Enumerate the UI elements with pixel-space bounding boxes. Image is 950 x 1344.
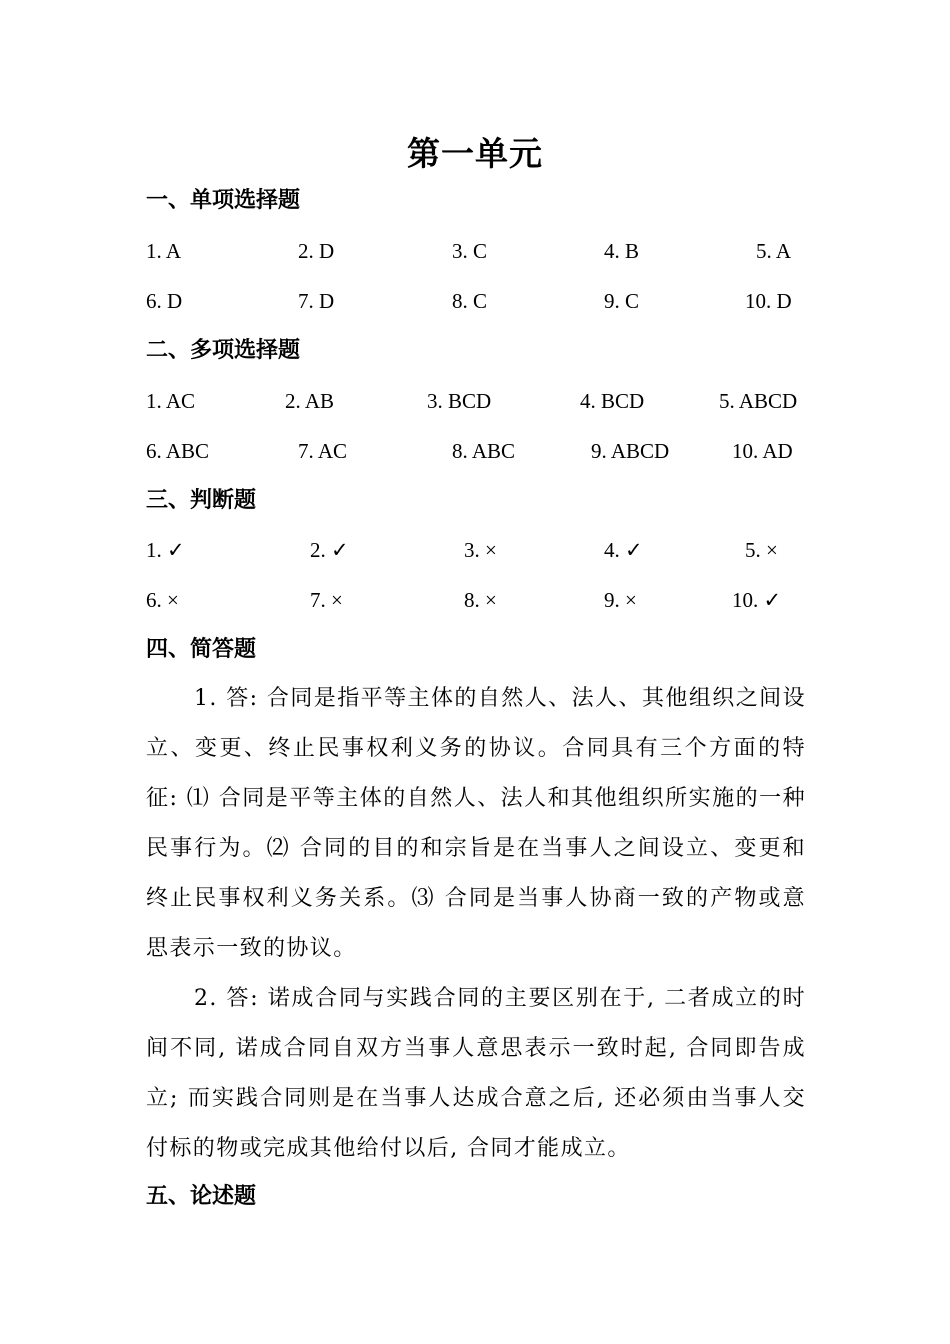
answer-row: [0, 535, 950, 565]
heading-essay: 五、论述题: [146, 1184, 257, 1209]
answer-item: 10. AD: [732, 439, 793, 463]
short-answer-body: [146, 674, 806, 1174]
answer-row: [0, 386, 950, 416]
answer-item: 4. ✓: [604, 538, 643, 562]
answer-item: 3. C: [452, 239, 488, 263]
answer-item: 1. A: [146, 239, 182, 263]
answer-item: 5. A: [756, 239, 792, 263]
heading-multi-choice: 二、多项选择题: [146, 338, 301, 363]
answer-item: 6. ×: [146, 588, 179, 612]
page-title: 第一单元: [407, 134, 543, 173]
answer-item: 3. BCD: [427, 389, 492, 413]
heading-short-answer: 四、简答题: [146, 637, 257, 662]
answer-item: 8. ×: [464, 588, 497, 612]
answer-row: [0, 585, 950, 615]
answer-item: 8. ABC: [452, 439, 516, 463]
heading-single-choice: 一、单项选择题: [146, 188, 301, 213]
answer-item: 1. ✓: [146, 538, 185, 562]
answer-item: 7. D: [298, 289, 335, 313]
answer-item: 2. AB: [285, 389, 335, 413]
answer-item: 2. D: [298, 239, 335, 263]
answer-item: 2. ✓: [310, 538, 349, 562]
answer-item: 5. ×: [745, 538, 778, 562]
answer-item: 1. AC: [146, 389, 196, 413]
answer-item: 7. ×: [310, 588, 343, 612]
answer-item: 9. ×: [604, 588, 637, 612]
answer-item: 5. ABCD: [719, 389, 798, 413]
answer-item: 9. ABCD: [591, 439, 670, 463]
answer-item: 8. C: [452, 289, 488, 313]
answer-item: 10. ✓: [732, 588, 782, 612]
answer-item: 7. AC: [298, 439, 348, 463]
answer-paragraph: 2. 答: 诺成合同与实践合同的主要区别在于, 二者成立的时间不同, 诺成合同自双方当事人意思表示一致时起, 合同即告成立; 而实践合同则是在当事人达成合意之后, 还必须由当事人交付标的物或完成其他给付以后, 合同才能成立。: [146, 986, 806, 1161]
answer-row: [0, 436, 950, 466]
answer-item: 6. ABC: [146, 439, 210, 463]
answer-row: [0, 236, 950, 266]
answer-paragraph: 1. 答: 合同是指平等主体的自然人、法人、其他组织之间设立、变更、终止民事权利义务的协议。合同具有三个方面的特征: ⑴ 合同是平等主体的自然人、法人和其他组织所实施的一种民事行为。⑵ 合同的目的和宗旨是在当事人之间设立、变更和终止民事权利义务关系。⑶ 合同是当事人协商一致的产物或意思表示一致的协议。: [146, 686, 806, 961]
answer-item: 4. B: [604, 239, 640, 263]
heading-judgment: 三、判断题: [146, 488, 257, 513]
answer-item: 9. C: [604, 289, 640, 313]
answer-item: 3. ×: [464, 538, 497, 562]
answer-item: 6. D: [146, 289, 183, 313]
answer-item: 4. BCD: [580, 389, 645, 413]
answer-row: [0, 286, 950, 316]
answer-item: 10. D: [745, 289, 792, 313]
